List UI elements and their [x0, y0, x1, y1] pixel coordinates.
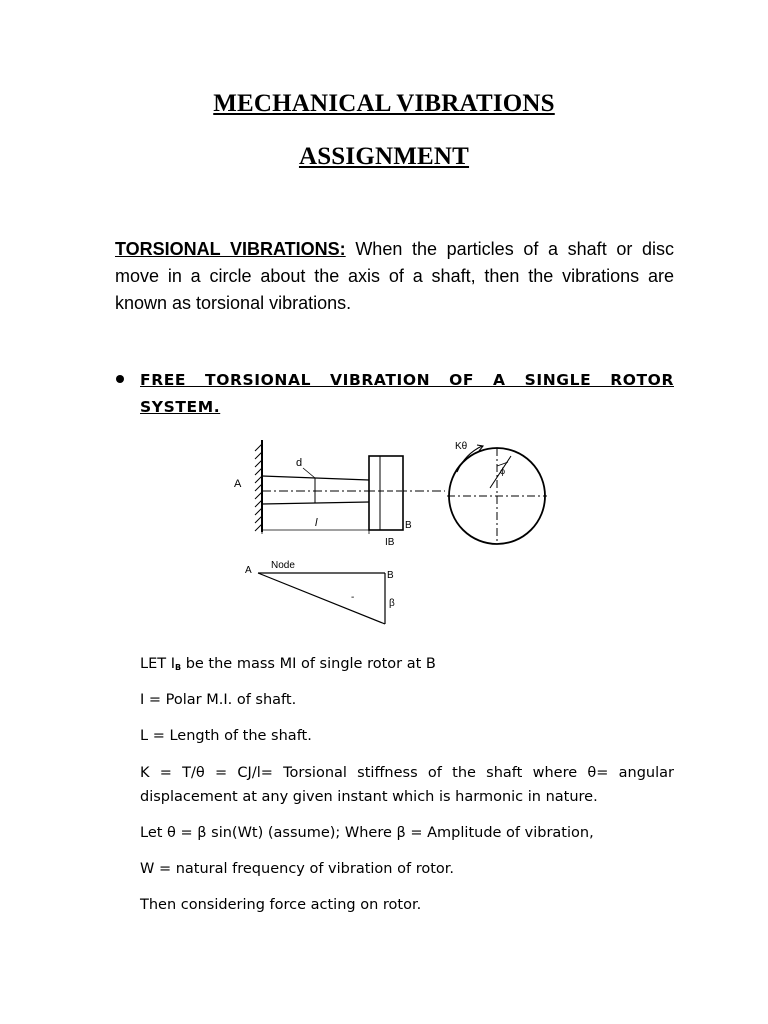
- text-line-2: I = Polar M.I. of shaft.: [140, 692, 297, 708]
- text-line-1: LET $I_B$ be the mass MI of single rotor at B: [140, 656, 436, 672]
- label-node: Node: [271, 560, 295, 571]
- definition-term: TORSIONAL VIBRATIONS:: [115, 239, 346, 259]
- label-b: B: [405, 520, 412, 531]
- node-slope: [258, 573, 385, 624]
- bullet-dot: [116, 375, 124, 383]
- text-line-4: K = T/θ = CJ/l= Torsional stiffness of the shaft where θ= angular displacement at any given instant which is harmonic in nature.: [140, 765, 674, 805]
- wall-hatching: [255, 444, 262, 531]
- text-line-3: L = Length of the shaft.: [140, 728, 312, 744]
- label-node-a: A: [245, 565, 252, 576]
- label-minus: -: [351, 592, 355, 603]
- label-l: l: [315, 517, 318, 529]
- label-d: d: [296, 457, 303, 469]
- definition-paragraph: [115, 236, 674, 317]
- label-a: A: [234, 478, 242, 490]
- document-subtitle: ASSIGNMENT: [298, 143, 470, 170]
- label-ktheta: Kθ: [455, 441, 468, 452]
- text-line-7: Then considering force acting on rotor.: [140, 897, 422, 913]
- label-ib: IB: [385, 537, 395, 548]
- label-beta: β: [389, 598, 395, 609]
- rotor-disc: [369, 456, 403, 530]
- text-line-5: Let θ = β sin(Wt) (assume); Where β = Amplitude of vibration,: [140, 825, 594, 841]
- rotor-system-figure: [225, 432, 550, 632]
- label-phi: ϕ: [500, 466, 506, 476]
- label-node-b: B: [387, 570, 394, 581]
- definition-text: When the particles of a shaft or disc move in a circle about the axis of a shaft, then the vibrations are known as torsional vibrations.: [115, 239, 675, 313]
- document-title: MECHANICAL VIBRATIONS: [213, 90, 555, 117]
- text-line-6: W = natural frequency of vibration of rotor.: [140, 861, 455, 877]
- section-heading: FREE TORSIONAL VIBRATION OF A SINGLE ROTOR SYSTEM.: [140, 371, 674, 416]
